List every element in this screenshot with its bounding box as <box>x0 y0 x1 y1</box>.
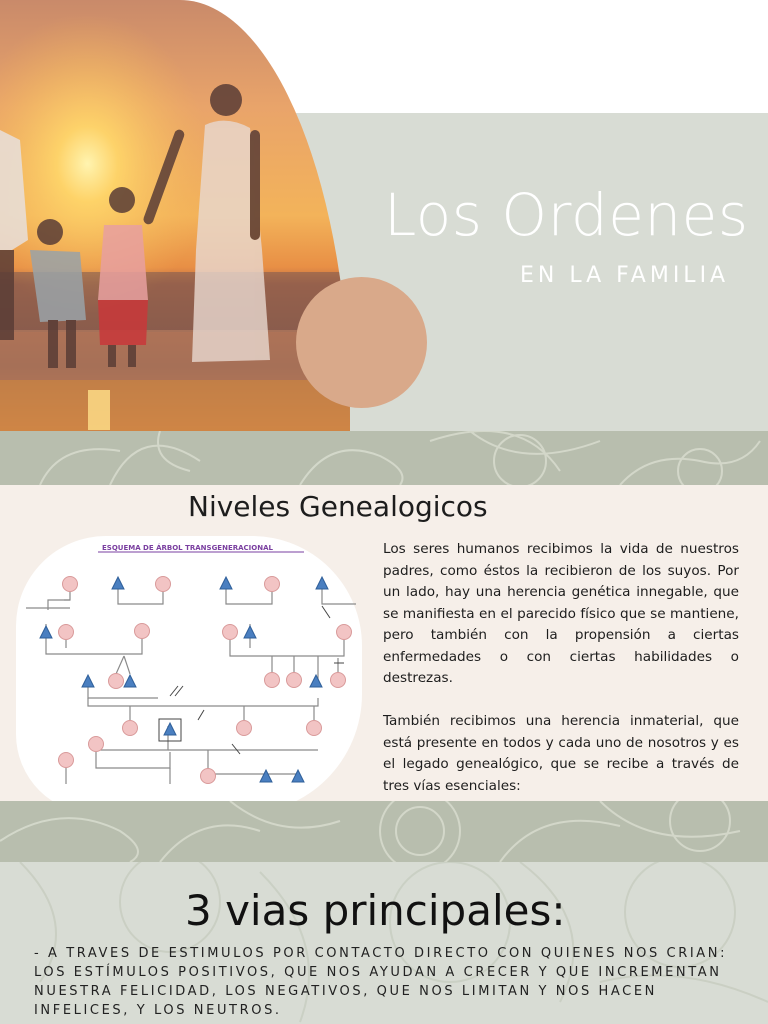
decorative-circle <box>296 277 427 408</box>
genealogical-tree-diagram <box>18 538 362 812</box>
pattern-band-top <box>0 431 768 485</box>
section-heading-vias: 3 vias principales: <box>185 886 566 935</box>
body-text <box>383 539 739 797</box>
page-title: Los Ordenes <box>384 181 749 249</box>
diagram-title: ESQUEMA DE ÁRBOL TRANSGENERACIONAL <box>102 544 273 552</box>
paragraph-herencia-genetica: Los seres humanos recibimos la vida de nuestros padres, como éstos la recibieron de los suyos. Por un lado, hay una herencia genética innegable, que se manifiesta en el parecido físico que se mantiene, pero también con la propensión a ciertas enfermedades o con ciertas habilidades o destrezas. <box>383 541 739 686</box>
page-subtitle: EN LA FAMILIA <box>520 263 730 288</box>
vias-description-text: - A TRAVES DE ESTIMULOS POR CONTACTO DIRECTO CON QUIENES NOS CRIAN: LOS ESTÍMULOS POSITIVOS, QUE NOS AYUDAN A CRECER Y QUE INCREMENTAN NUESTRA FELICIDAD, LOS NEGATIVOS, QUE NOS LIMITAN Y NOS HACEN INFELICES, Y LOS NEUTROS. <box>34 946 728 1018</box>
section-heading-genealogicos: Niveles Genealogicos <box>188 490 488 523</box>
paragraph-herencia-inmaterial: También recibimos una herencia inmaterial, que está presente en todos y cada uno de nosotros y es el legado genealógico, que se recibe a través de tres vías esenciales: <box>383 713 739 794</box>
pattern-band-middle <box>0 801 768 862</box>
family-sunset-photo <box>0 0 350 431</box>
